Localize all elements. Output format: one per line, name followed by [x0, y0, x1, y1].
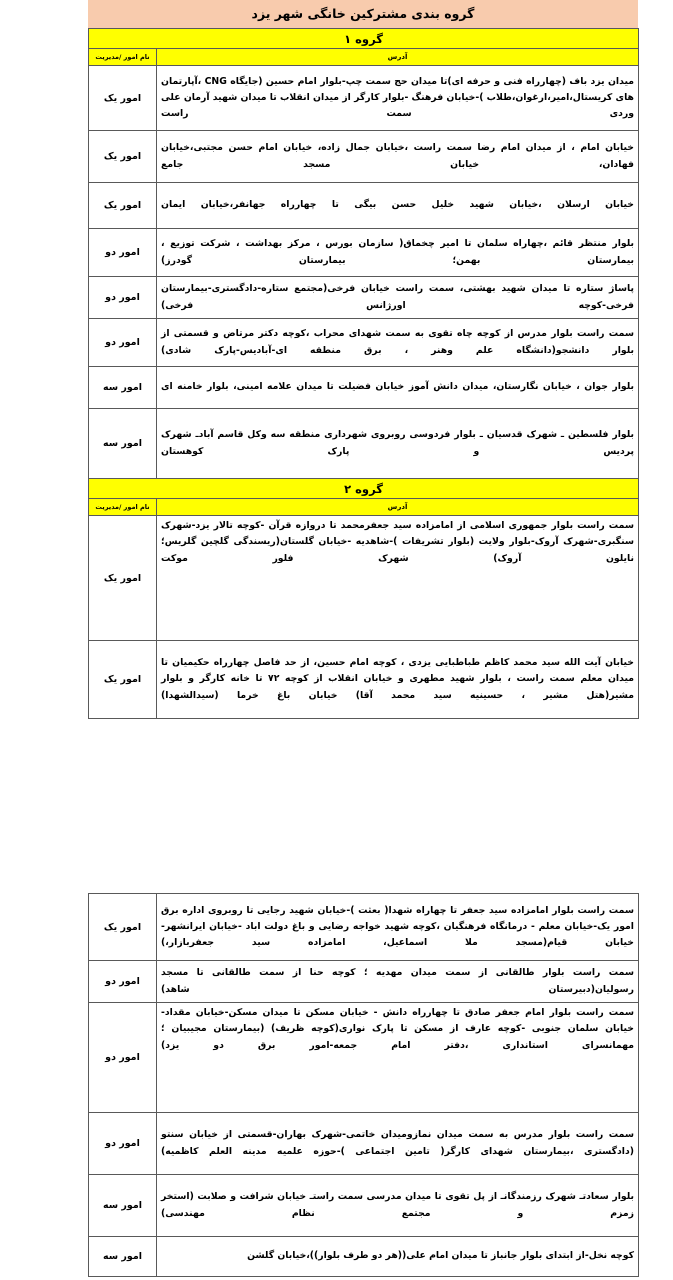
table-row [89, 641, 639, 719]
table-row [89, 131, 639, 183]
group-banner-label: گروه ۲ [89, 479, 639, 499]
column-header-address: آدرس [157, 49, 639, 66]
cell-address: خیابان امام ، از میدان امام رضا سمت راست ،خیابان جمال زاده، خیابان امام حسن مجتبی،خیابان فهادان، خیابان مسجد جامع [157, 131, 639, 183]
cell-address: سمت راست بلوار طالقانی از سمت میدان مهدیه ؛ کوچه حنا از سمت طالقانی تا مسجد رسولیان(دبیرستان شاهد) [157, 961, 639, 1003]
cell-office-name: امور دو [89, 1113, 157, 1175]
column-header-name: نام امور /مدیریت [89, 499, 157, 516]
cell-office-name: امور دو [89, 229, 157, 277]
table-row [89, 183, 639, 229]
table-row [89, 229, 639, 277]
column-header-address: آدرس [157, 499, 639, 516]
groups-table-top [88, 28, 639, 719]
cell-office-name: امور یک [89, 894, 157, 961]
cell-address: سمت راست بلوار مدرس از کوچه چاه تقوی به سمت شهدای محراب ،کوچه دکتر مرتاض و قسمتی از بلوار دانشجو(دانشگاه علم وهنر ، برق منطقه ای-آبادیس-پارک شادی) [157, 319, 639, 367]
cell-address: بلوار منتظر قائم ،چهاراه سلمان تا امیر چخماق( سازمان بورس ، مرکز بهداشت ، شرکت توزیع ، بیمارستان بهمن؛ بیمارستان گودرز) [157, 229, 639, 277]
table-row [89, 409, 639, 479]
table-row [89, 1003, 639, 1113]
cell-address: سمت راست بلوار جمهوری اسلامی از امامزاده سید جعفرمحمد تا دروازه قرآن -کوچه تالار یزد-شهرک سنگبری-شهرک آروک-بلوار ولایت (بلوار تشریفات )-شاهدیه -خیابان گلستان(ریسندگی گلچین گلریس؛نایلون آروک) شهرک فلور موکت [157, 516, 639, 641]
groups-table-continued-body [89, 894, 639, 1277]
cell-address: سمت راست بلوار امام جعفر صادق تا چهارراه دانش - خیابان مسکن تا میدان مسکن-خیابان مقداد-خیابان سلمان جنوبی -کوچه عارف از مسکن تا پارک نواری(کوچه ظریف) (بیمارستان مجیبیان ؛ مهمانسرای استانداری ،دفتر امام جمعه-امور برق دو یزد) [157, 1003, 639, 1113]
cell-address: خیابان ارسلان ،خیابان شهید خلیل حسن بیگی تا چهارراه جهانفر،خیابان ایمان [157, 183, 639, 229]
table-row [89, 66, 639, 131]
cell-office-name: امور سه [89, 1175, 157, 1237]
cell-office-name: امور سه [89, 1237, 157, 1277]
cell-address: بلوار فلسطین ـ شهرک قدسیان ـ بلوار فردوسی روبروی شهرداری منطقه سه وکل قاسم آبادـ شهرک پردیس و پارک کوهستان [157, 409, 639, 479]
column-header-row [89, 49, 639, 66]
page-title: گروه بندی مشترکین خانگی شهر یزد [251, 5, 475, 21]
cell-office-name: امور یک [89, 516, 157, 641]
cell-address: کوچه نخل-از ابتدای بلوار جانباز تا میدان امام علی((هر دو طرف بلوار))،خیابان گلشن [157, 1237, 639, 1277]
cell-address: سمت راست بلوار مدرس به سمت میدان نمازومیدان خاتمی-شهرک بهاران-قسمتی از خیابان سنتو (دادگستری ،بیمارستان شهدای کارگر( تامین اجتماعی )-حوزه علمیه مدینه العلم کاظمیه) [157, 1113, 639, 1175]
group-banner-row [89, 479, 639, 499]
table-row [89, 1237, 639, 1277]
cell-office-name: امور دو [89, 277, 157, 319]
cell-office-name: امور سه [89, 409, 157, 479]
groups-table-top-body [89, 29, 639, 719]
table-row [89, 516, 639, 641]
table-row [89, 1113, 639, 1175]
cell-address: میدان یزد باف (چهارراه فنی و حرفه ای)تا میدان حج سمت چپ-بلوار امام حسین (جایگاه CNG ،آپارتمان های کریستال،امیر،ارغوان،طلاب )-خیابان فرهنگ -بلوار کارگر از میدان انقلاب تا میدان شهید آرمان علی وردی سمت راست [157, 66, 639, 131]
cell-office-name: امور دو [89, 1003, 157, 1113]
cell-office-name: امور دو [89, 319, 157, 367]
column-header-row [89, 499, 639, 516]
table-row [89, 367, 639, 409]
cell-office-name: امور یک [89, 131, 157, 183]
table-row [89, 894, 639, 961]
cell-office-name: امور سه [89, 367, 157, 409]
cell-office-name: امور دو [89, 961, 157, 1003]
cell-office-name: امور یک [89, 66, 157, 131]
cell-address: خیابان آیت الله سید محمد کاظم طباطبایی یزدی ، کوچه امام حسین، از حد فاصل چهارراه حکیمیان تا میدان معلم سمت راست ، بلوار شهید مطهری و خیابان انقلاب از کوچه ۷۲ تا خانه کارگر و بلوار مشیر(هتل مشیر ، حسینیه سید محمد آقا) خیابان باغ خرما (سیدالشهدا) [157, 641, 639, 719]
table-row [89, 319, 639, 367]
cell-office-name: امور یک [89, 641, 157, 719]
cell-address: بلوار سعادتـ شهرک رزمندگانـ از پل تقوی تا میدان مدرسی سمت راستـ خیابان شرافت و صلابت (استخر زمزم و مجتمع نظام مهندسی) [157, 1175, 639, 1237]
column-header-name: نام امور /مدیریت [89, 49, 157, 66]
table-row [89, 1175, 639, 1237]
table-row [89, 277, 639, 319]
document-title-banner [88, 0, 638, 28]
cell-office-name: امور یک [89, 183, 157, 229]
cell-address: بلوار جوان ، خیابان نگارستان، میدان دانش آموز خیابان فضیلت تا میدان علامه امینی، بلوار خامنه ای [157, 367, 639, 409]
cell-address: سمت راست بلوار امامزاده سید جعفر تا چهاراه شهدا( بعثت )-خیابان شهید رجایی تا روبروی اداره برق امور یک-خیابان معلم - درمانگاه فرهنگیان ،کوچه شهید خواجه رضایی و باغ دولت اباد -خیابان ایرانشهر-خیابان قیام(مسجد ملا اسماعیل، امامزاده سید جعفربازار،) [157, 894, 639, 961]
table-row [89, 961, 639, 1003]
cell-address: پاساژ ستاره تا میدان شهید بهشتی، سمت راست خیابان فرخی(مجتمع ستاره-دادگستری-بیمارستان فرخی-کوچه اورژانس فرخی) [157, 277, 639, 319]
group-banner-label: گروه ۱ [89, 29, 639, 49]
group-banner-row [89, 29, 639, 49]
groups-table-continued [88, 893, 639, 1277]
